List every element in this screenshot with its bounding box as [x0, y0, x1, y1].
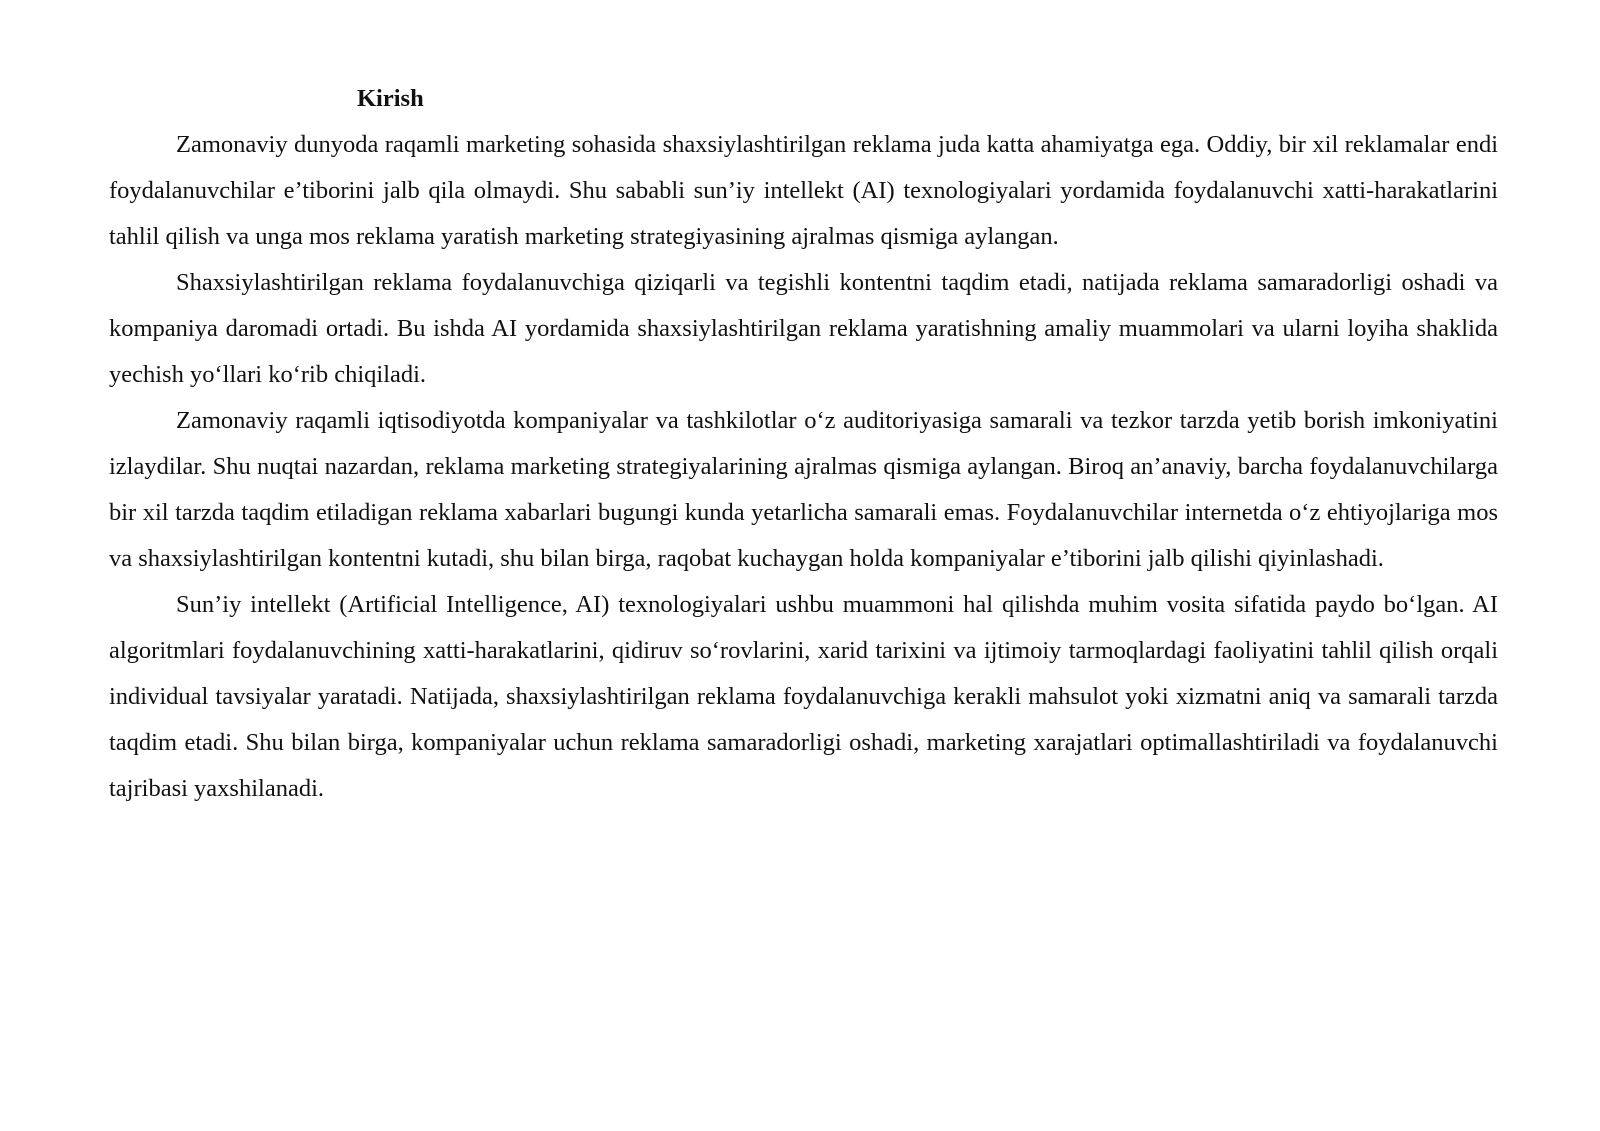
paragraph-1: Zamonaviy dunyoda raqamli marketing sohasida shaxsiylashtirilgan reklama juda katta ahamiyatga ega. Oddiy, bir xil reklamalar endi foydalanuvchilar e’tiborini jalb qila olmaydi. Shu sababli sun’iy intellekt (AI) texnologiyalari yordamida foydalanuvchi xatti-harakatlarini tahlil qilish va unga mos reklama yaratish marketing strategiyasining ajralmas qismiga aylangan.: [109, 131, 1498, 250]
section-heading: Kirish: [357, 85, 424, 112]
paragraph-3: Zamonaviy raqamli iqtisodiyotda kompaniyalar va tashkilotlar o‘z auditoriyasiga samarali va tezkor tarzda yetib borish imkoniyatini izlaydilar. Shu nuqtai nazardan, reklama marketing strategiyalarining ajralmas qismiga aylangan. Biroq an’anaviy, barcha foydalanuvchilarga bir xil tarzda taqdim etiladigan reklama xabarlari bugungi kunda yetarlicha samarali emas. Foydalanuvchilar internetda o‘z ehtiyojlariga mos va shaxsiylashtirilgan kontentni kutadi, shu bilan birga, raqobat kuchaygan holda kompaniyalar e’tiborini jalb qilishi qiyinlashadi.: [109, 407, 1498, 572]
paragraph-2: Shaxsiylashtirilgan reklama foydalanuvchiga qiziqarli va tegishli kontentni taqdim etadi, natijada reklama samaradorligi oshadi va kompaniya daromadi ortadi. Bu ishda AI yordamida shaxsiylashtirilgan reklama yaratishning amaliy muammolari va ularni loyiha shaklida yechish yo‘llari ko‘rib chiqiladi.: [109, 269, 1498, 388]
document-body: [109, 76, 1498, 812]
paragraph-4: Sun’iy intellekt (Artificial Intelligence, AI) texnologiyalari ushbu muammoni hal qilishda muhim vosita sifatida paydo bo‘lgan. AI algoritmlari foydalanuvchining xatti-harakatlarini, qidiruv so‘rovlarini, xarid tarixini va ijtimoiy tarmoqlardagi faoliyatini tahlil qilish orqali individual tavsiyalar yaratadi. Natijada, shaxsiylashtirilgan reklama foydalanuvchiga kerakli mahsulot yoki xizmatni aniq va samarali tarzda taqdim etadi. Shu bilan birga, kompaniyalar uchun reklama samaradorligi oshadi, marketing xarajatlari optimallashtiriladi va foydalanuvchi tajribasi yaxshilanadi.: [109, 591, 1498, 802]
